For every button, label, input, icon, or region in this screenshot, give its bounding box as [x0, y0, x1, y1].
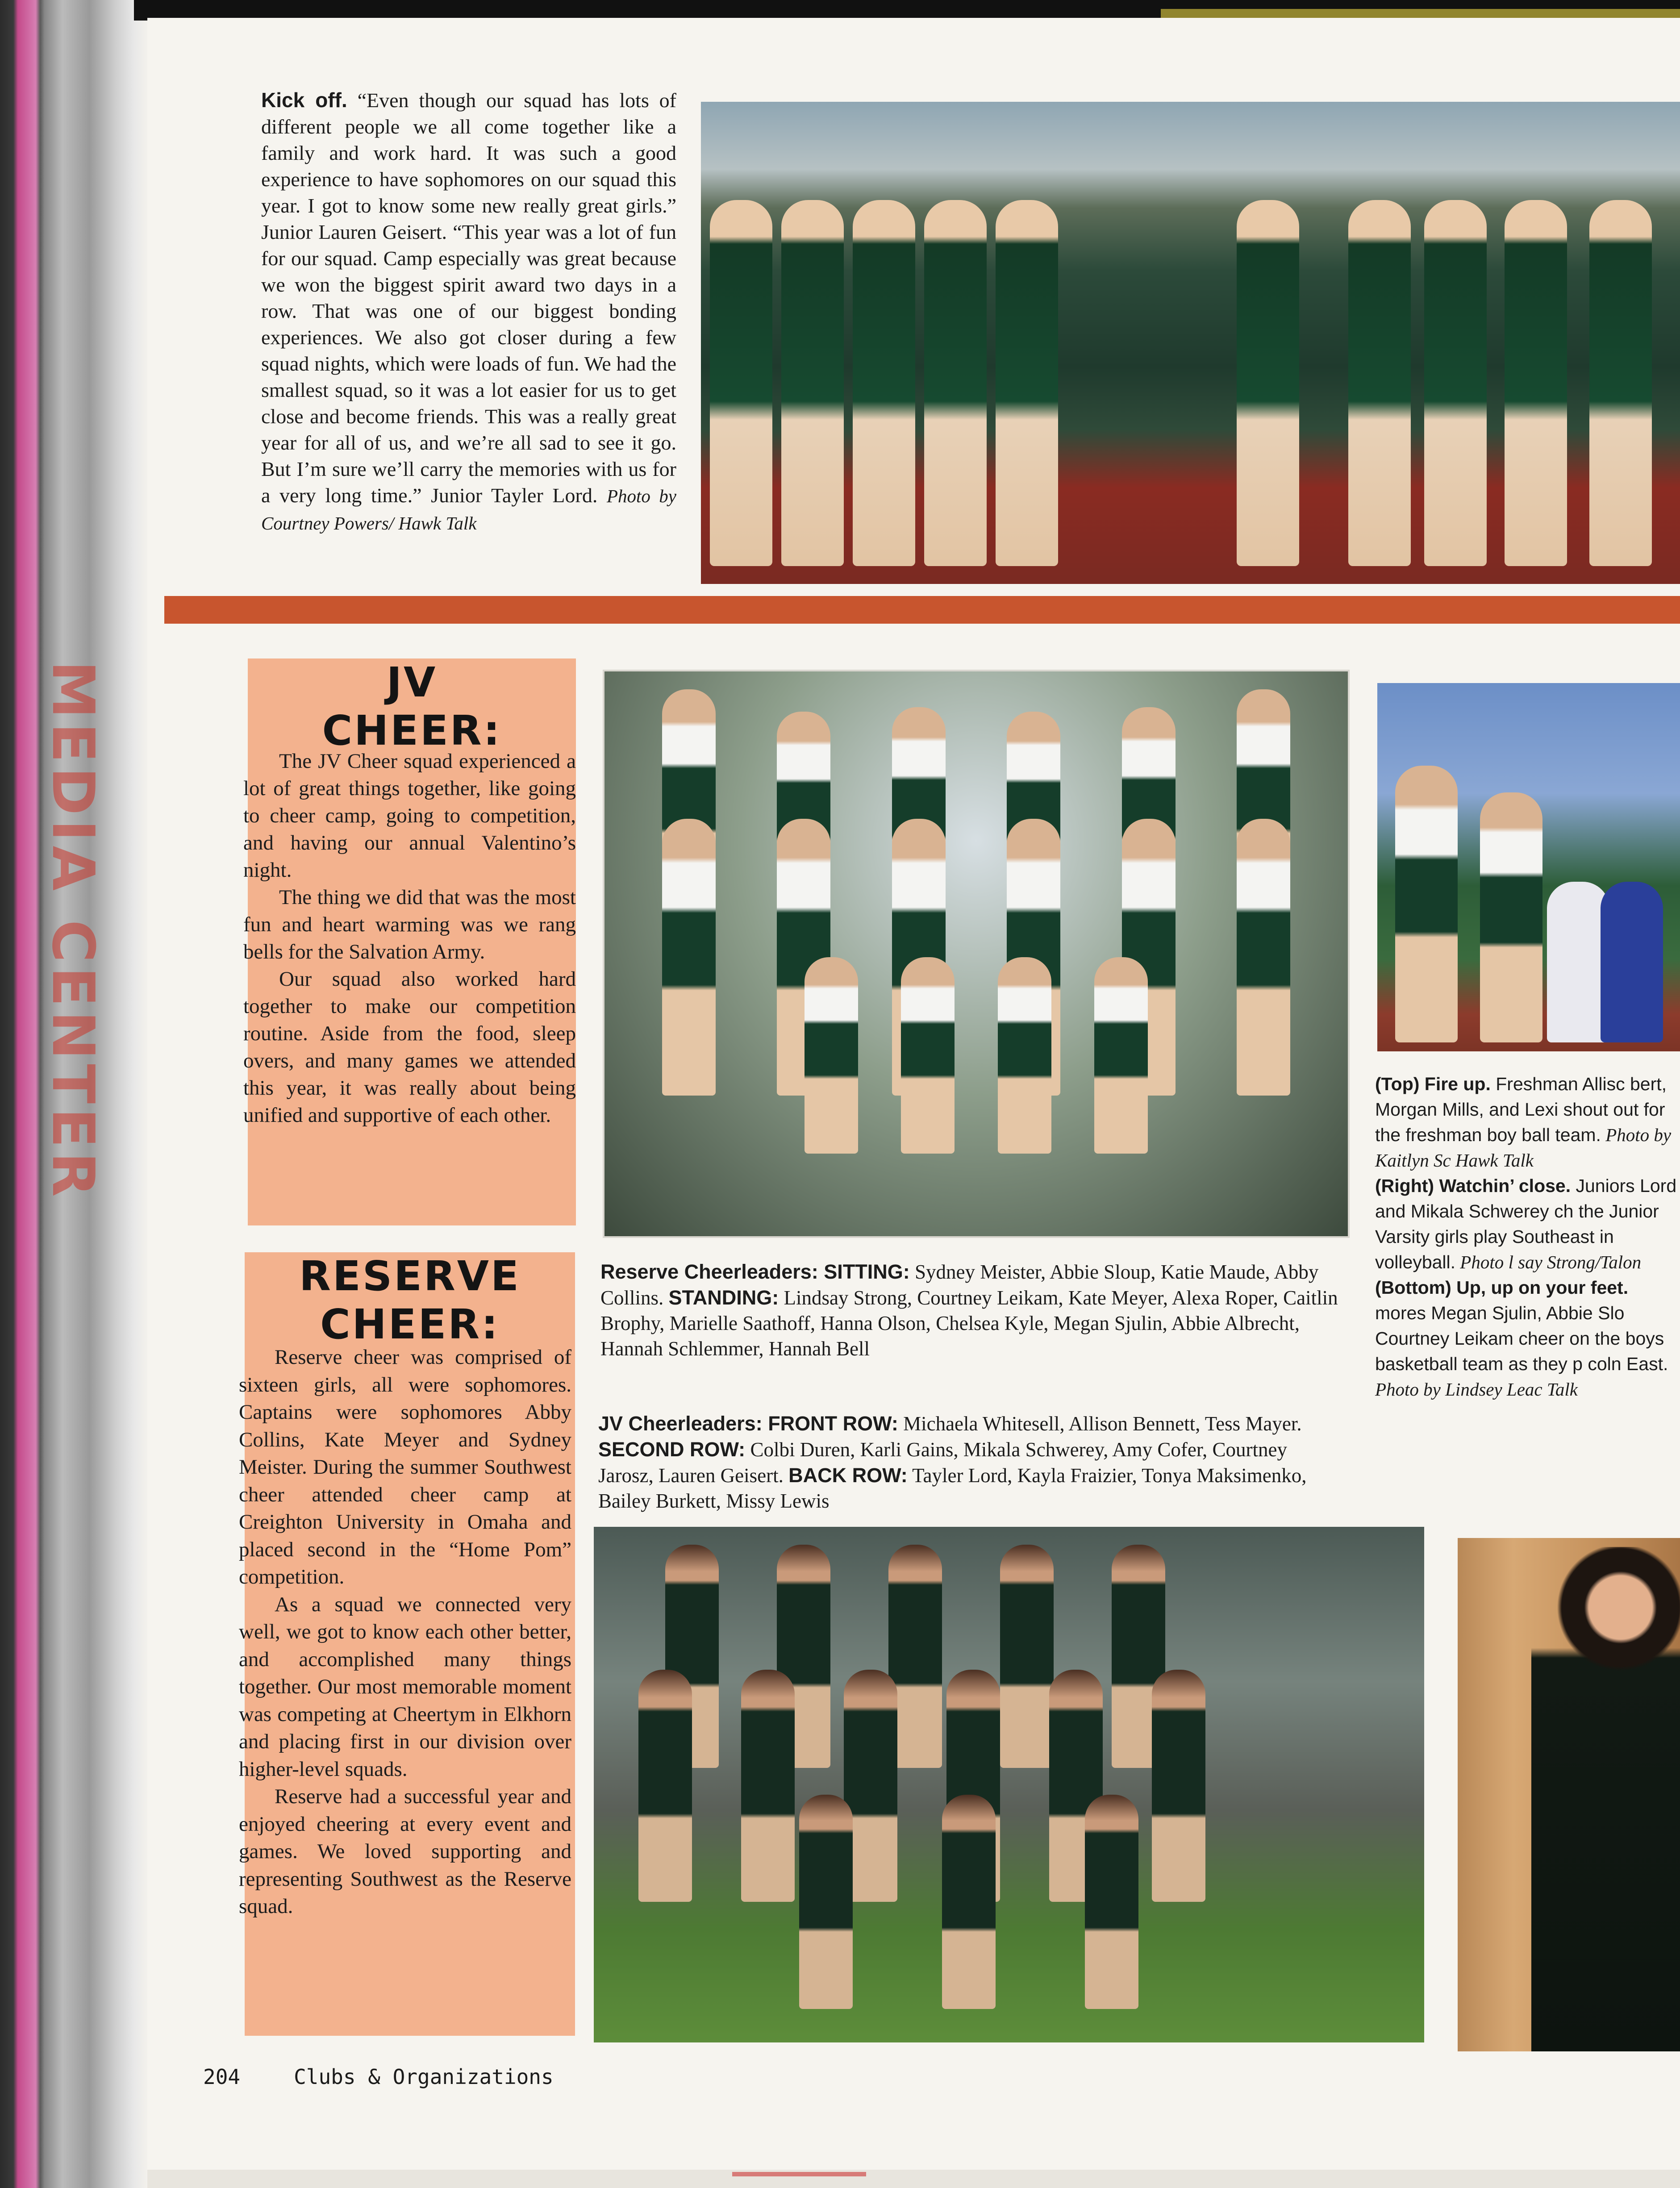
cheerleader-figure [662, 819, 716, 1096]
kickoff-caption [261, 87, 676, 589]
page-number: 204 [203, 2065, 241, 2089]
caption-top-lead: (Top) Fire up. [1375, 1074, 1491, 1094]
jv-paragraph: The thing we did that was the most fun and heart warming was we rang bells for the Salvation Army. [243, 886, 576, 963]
cheerleader-figure [638, 1670, 692, 1902]
reserve-cheer-title [245, 1252, 575, 1349]
reserve-standing-label: STANDING: [668, 1286, 779, 1309]
cheerleader-figure [1531, 1547, 1680, 2051]
reserve-paragraph: As a squad we connected very well, we got to know each other better, and accomplished many things together. Our most memorable moment was competing at Cheertym in Elkhorn and placing first in our division over higher-level squads. [239, 1592, 571, 1781]
cheerleader-figure [1424, 200, 1487, 566]
photo-row-front [799, 1795, 1138, 2009]
page-folio [203, 2065, 554, 2089]
caption-bottom [1375, 1275, 1680, 1402]
caption-bottom-lead: (Bottom) Up, up on your feet. [1375, 1277, 1629, 1298]
caption-right-lead: (Right) Watchin’ close. [1375, 1175, 1571, 1196]
freshman-cheer-photo [1377, 683, 1680, 1051]
kickoff-text: “Even though our squad has lots of different people we all come together like a family and work hard. It was such a good experience to have sophomores on our squad this year. I got to know some new really great girls.” Junior Lauren Geisert. “This year was a lot of fun for our squad. Camp especially was great because we won the biggest spirit award two days in a row. That was one of our biggest bonding experiences. We also got closer during a few squad nights, which were loads of fun. We had the smallest squad, so it was a lot easier for us to get close and become friends. This was a really great year for all of us, and we’re all sad to see it go. But I’m sure we’ll carry the memories with us for a very long time.” Junior Tayler Lord. [261, 89, 677, 507]
caption-top-credit: Photo by Kaitlyn Sc Hawk Talk [1375, 1125, 1672, 1171]
jv-title-line1: JV [386, 658, 438, 706]
caption-top [1375, 1071, 1680, 1173]
cheerleader-figure [710, 200, 772, 566]
jv-cheer-group-photo [594, 1527, 1424, 2042]
reserve-standing-names: Lindsay Strong, Courtney Leikam, Kate Meyer, Alexa Roper, Caitlin Brophy, Marielle Saathoff, Hanna Olson, Chelsea Kyle, Megan Sjulin, Abbie Albrecht, Hannah Schlemmer, Hannah Bell [600, 1287, 1338, 1360]
jv-back-label: BACK ROW: [788, 1464, 908, 1487]
kickoff-lead: Kick off. [261, 88, 347, 112]
jv-cheer-body [243, 748, 576, 1129]
caption-right-credit: Photo l say Strong/Talon [1455, 1252, 1642, 1272]
caption-top-text: Freshman Allisc bert, Morgan Mills, and Lexi shout out for the freshman boy ball team. [1375, 1074, 1667, 1145]
page-bottom-edge [147, 2170, 1680, 2188]
photo-row-front [783, 957, 1169, 1163]
reserve-title-line1: RESERVE [299, 1252, 521, 1300]
jv-roster-caption [598, 1411, 1342, 1514]
cheerleader-figure [1237, 819, 1290, 1096]
cheerleader-figure [781, 200, 844, 566]
section-divider-bar [164, 596, 1680, 624]
cheerleader-figure [901, 957, 955, 1154]
right-photo-captions [1375, 1071, 1680, 1402]
cheerleader-figure [1152, 1670, 1205, 1902]
reserve-paragraph: Reserve cheer was comprised of sixteen girls, all were sophomores. Captains were sophomores Abby Collins, Kate Meyer and Sydney Meister. During the summer Southwest cheer attended cheer camp at Creighton University in Omaha and placed second in the “Home Pom” competition. [239, 1346, 571, 1588]
cheerleader-figure [741, 1670, 795, 1902]
cheerleader-figure [853, 200, 915, 566]
jv-second-names: Colbi Duren, Karli Gains, Mikala Schwerey, Amy Cofer, Courtney Jarosz, Lauren Geisert. [598, 1438, 1287, 1487]
jv-cheer-title [248, 658, 576, 755]
jv-caption-lead: JV Cheerleaders: FRONT ROW: [598, 1412, 898, 1435]
jv-title-line2: CHEER: [322, 707, 502, 754]
reserve-paragraph: Reserve had a successful year and enjoyed cheering at every event and games. We loved supporting and representing Southwest as the Reserve squad. [239, 1785, 571, 1918]
cheerleader-figure [805, 957, 858, 1154]
caption-right-text: Juniors Lord and Mikala Schwerey ch the Junior Varsity girls play Southeast in volleyball. [1375, 1175, 1677, 1272]
cheerleader-figure [924, 200, 987, 566]
cheerleader-figure [1237, 200, 1299, 566]
caption-right [1375, 1173, 1680, 1275]
reserve-title-line2: CHEER: [320, 1300, 500, 1348]
media-center-stamp: MEDIA CENTER [39, 661, 107, 1201]
jv-paragraph: The JV Cheer squad experienced a lot of great things together, like going to cheer camp, going to competition, and having our annual Valentino’s night. [243, 750, 576, 882]
jv-back-names: Tayler Lord, Kayla Fraizier, Tonya Maksimenko, Bailey Burkett, Missy Lewis [598, 1464, 1307, 1512]
red-ink-mark [732, 2172, 866, 2176]
reserve-cheer-group-photo [603, 670, 1350, 1238]
caption-bottom-text: mores Megan Sjulin, Abbie Slo Courtney Leikam cheer on the boys basketball team as they p coln East. [1375, 1303, 1668, 1374]
reserve-sitting-names: Sydney Meister, Abbie Sloup, Katie Maude, Abby Collins. [600, 1261, 1319, 1309]
cheerleader-figure [1480, 792, 1542, 1042]
cheerleader-figure [1085, 1795, 1138, 2009]
cheerleader-figure [1589, 200, 1652, 566]
cheerleader-figure [1094, 957, 1148, 1154]
sideline-cheer-photo [701, 102, 1680, 584]
jv-front-names: Michaela Whitesell, Allison Bennett, Tess Mayer. [898, 1413, 1302, 1435]
football-player-figure [1547, 882, 1609, 1042]
cheerleader-figure [998, 957, 1051, 1154]
cheerleader-figure [1348, 200, 1411, 566]
jv-second-label: SECOND ROW: [598, 1438, 746, 1461]
cheerleader-figure [1395, 766, 1458, 1042]
cheerleader-figure [799, 1795, 853, 2009]
cheerleader-figure [996, 200, 1058, 566]
reserve-caption-lead: Reserve Cheerleaders: SITTING: [600, 1260, 910, 1283]
football-player-figure [1601, 882, 1663, 1042]
jv-paragraph: Our squad also worked hard together to make our competition routine. Aside from the food, sleep overs, and many games we attended this year, it was really about being unified and supportive of each other. [243, 967, 576, 1127]
kickoff-photo-credit: Photo by Courtney Powers/ Hawk Talk [261, 486, 677, 533]
section-name: Clubs & Organizations [294, 2065, 554, 2089]
cheerleader-figure [942, 1795, 996, 2009]
reserve-cheer-body [239, 1344, 571, 1921]
cheerleader-figure [1505, 200, 1567, 566]
caption-bottom-credit: Photo by Lindsey Leac Talk [1375, 1379, 1578, 1400]
reserve-roster-caption [600, 1259, 1342, 1362]
